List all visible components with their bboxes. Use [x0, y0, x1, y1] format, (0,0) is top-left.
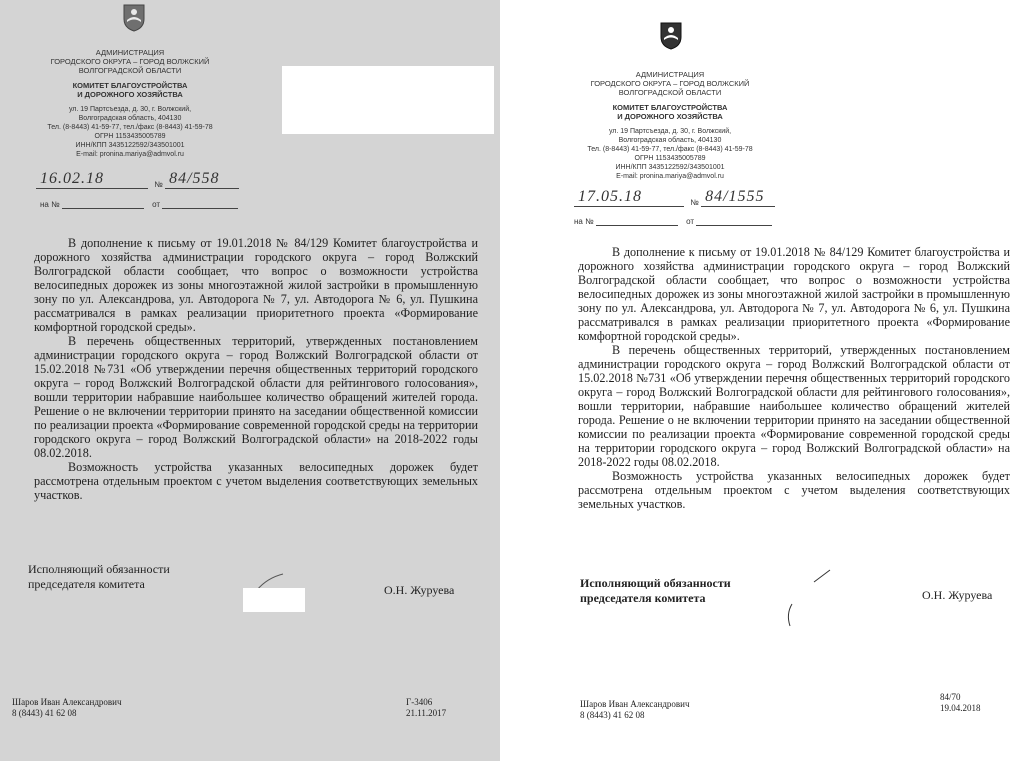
reg-number: 84/558: [169, 170, 220, 187]
org-line: ГОРОДСКОГО ОКРУГА – ГОРОД ВОЛЖСКИЙ: [590, 79, 750, 88]
signatory-role-line: председателя комитета: [580, 591, 706, 605]
ref-from-label: от: [152, 200, 161, 209]
address-line: ИНН/КПП 3435122592/343501001: [615, 164, 725, 171]
reg-date: 17.05.18: [578, 188, 642, 205]
address-line: E-mail: pronina.mariya@admvol.ru: [76, 151, 184, 158]
address-line: Волгоградская область, 404130: [618, 137, 722, 144]
redacted-signature: [243, 588, 305, 612]
registration-line: [574, 188, 775, 207]
org-line: ВОЛГОГРАДСКОЙ ОБЛАСТИ: [618, 88, 722, 97]
address-line: Тел. (8-8443) 41-59-77, тел./факс (8-8443) 41-59-78: [47, 124, 213, 131]
signatory-role: [580, 576, 731, 606]
redacted-addressee: [282, 66, 494, 134]
address-block: [580, 127, 760, 181]
executor-info: [12, 697, 122, 719]
org-line: ВОЛГОГРАДСКОЙ ОБЛАСТИ: [78, 66, 182, 75]
body-paragraph: В дополнение к письму от 19.01.2018 № 84/129 Комитет благоустройства и дорожного хозяйства администрации городского округа – город Волжский Волгоградской области сообщает, что вопрос о возможности устройства велосипедных дорожек из зоны многоэтажной жилой застройки в промышленную зону по ул. Александрова, ул. Автодорога № 7, ул. Автодорога № 6, ул. Пушкина рассматривался в рамках реализации приоритетного проекта «Формирование комфортной городской среды».: [34, 236, 478, 334]
coat-of-arms-icon: [660, 22, 682, 50]
letterhead: [580, 70, 760, 181]
signatory-name: О.Н. Журуева: [384, 583, 455, 597]
address-line: ОГРН 1153435005789: [94, 133, 166, 140]
committee-line: И ДОРОЖНОГО ХОЗЯЙСТВА: [617, 112, 723, 121]
org-line: АДМИНИСТРАЦИЯ: [635, 70, 705, 79]
executor-info: [580, 699, 690, 721]
body-paragraph: В перечень общественных территорий, утвержденных постановлением администрации городского округа – город Волжский Волгоградской области от 15.02.2018 №731 «Об утверждении перечня общественных территорий городского округа – город Волжский Волгоградской области для рейтингового голосования», вошли территории, набравшие наибольшее количество обращений жителей города. Решение о не включении территории принято на заседании общественной комиссии по реализации проекта «Формирование современной городской среды на территории городского округа – город Волжский Волгоградской области» на 2018-2022 годы 08.02.2018.: [578, 343, 1010, 469]
reference-line: [40, 196, 238, 209]
ref-date-field: [162, 196, 238, 209]
reg-number-label: №: [690, 198, 699, 207]
reg-number-label: №: [154, 180, 163, 189]
body-paragraph: В дополнение к письму от 19.01.2018 № 84/129 Комитет благоустройства и дорожного хозяйства администрации городского округа – город Волжский Волгоградской области сообщает, что вопрос о возможности устройства велосипедных дорожек из зоны многоэтажной жилой застройки в промышленную зону по ул. Александрова, ул. Автодорога № 7, ул. Автодорога № 6, ул. Пушкина рассматривался в рамках реализации приоритетного проекта «Формирование комфортной городской среды».: [578, 245, 1010, 343]
signatory-name: О.Н. Журуева: [922, 588, 993, 602]
letterhead: [40, 48, 220, 159]
address-block: [40, 105, 220, 159]
letter-page-left: [0, 0, 500, 761]
signatory-role-line: Исполняющий обязанности: [580, 576, 731, 590]
org-name: [580, 70, 760, 97]
committee-line: КОМИТЕТ БЛАГОУСТРОЙСТВА: [612, 103, 728, 112]
ref-from-label: от: [686, 217, 695, 226]
registration-line: [36, 170, 239, 189]
committee-line: И ДОРОЖНОГО ХОЗЯЙСТВА: [77, 90, 183, 99]
address-line: ул. 19 Партсъезда, д. 30, г. Волжский,: [608, 128, 732, 135]
reference-line: [574, 213, 772, 226]
signatory-role-line: председателя комитета: [28, 577, 145, 591]
reg-number: 84/1555: [705, 188, 765, 205]
document-code: [406, 697, 446, 719]
address-line: ул. 19 Партсъезда, д. 30, г. Волжский,: [68, 106, 192, 113]
reg-number-field: [165, 170, 239, 189]
ref-number-field: [596, 213, 678, 226]
committee-line: КОМИТЕТ БЛАГОУСТРОЙСТВА: [72, 81, 188, 90]
ref-number-field: [62, 196, 144, 209]
signatory-role-line: Исполняющий обязанности: [28, 562, 170, 576]
letter-body: [578, 245, 1010, 511]
address-line: Тел. (8-8443) 41-59-77, тел./факс (8-8443) 41-59-78: [587, 146, 753, 153]
doc-code: 84/70: [940, 692, 961, 702]
body-paragraph: Возможность устройства указанных велосипедных дорожек будет рассмотрена отдельным проектом с учетом выделения соответствующих земельных участков.: [578, 469, 1010, 511]
address-line: E-mail: pronina.mariya@admvol.ru: [616, 173, 724, 180]
ref-label: на №: [574, 217, 594, 226]
signature-stroke-icon: [778, 568, 838, 630]
ref-date-field: [696, 213, 772, 226]
reg-date-field: [36, 170, 148, 189]
org-name: [40, 48, 220, 75]
executor-phone: 8 (8443) 41 62 08: [580, 710, 645, 720]
address-line: ОГРН 1153435005789: [634, 155, 706, 162]
executor-name: Шаров Иван Александрович: [12, 697, 122, 707]
org-line: АДМИНИСТРАЦИЯ: [95, 48, 165, 57]
letter-body: [34, 236, 478, 502]
signatory-role: [28, 562, 170, 592]
reg-date-field: [574, 188, 684, 207]
executor-phone: 8 (8443) 41 62 08: [12, 708, 77, 718]
committee-name: [580, 103, 760, 121]
reg-number-field: [701, 188, 775, 207]
doc-date: 21.11.2017: [406, 708, 447, 718]
address-line: Волгоградская область, 404130: [78, 115, 182, 122]
coat-of-arms-icon: [123, 4, 145, 32]
doc-code: Г-3406: [406, 697, 433, 707]
org-line: ГОРОДСКОГО ОКРУГА – ГОРОД ВОЛЖСКИЙ: [50, 57, 210, 66]
address-line: ИНН/КПП 3435122592/343501001: [75, 142, 185, 149]
reg-date: 16.02.18: [40, 170, 104, 187]
doc-date: 19.04.2018: [940, 703, 981, 713]
body-paragraph: В перечень общественных территорий, утвержденных постановлением администрации городского округа – город Волжский Волгоградской области от 15.02.2018 №731 «Об утверждении перечня общественных территорий городского округа – город Волжский Волгоградской области для рейтингового голосования», вошли территории набравшие наибольшее количество обращений жителей города. Решение о не включении территории принято на заседании общественной комиссии по реализации проекта «Формирование современной городской среды на территории городского округа – город Волжский Волгоградской области» на 2018-2022 годы 08.02.2018.: [34, 334, 478, 460]
committee-name: [40, 81, 220, 99]
executor-name: Шаров Иван Александрович: [580, 699, 690, 709]
ref-label: на №: [40, 200, 60, 209]
document-code: [940, 692, 981, 714]
letter-page-right: [508, 0, 1024, 761]
body-paragraph: Возможность устройства указанных велосипедных дорожек будет рассмотрена отдельным проектом с учетом выделения соответствующих земельных участков.: [34, 460, 478, 502]
